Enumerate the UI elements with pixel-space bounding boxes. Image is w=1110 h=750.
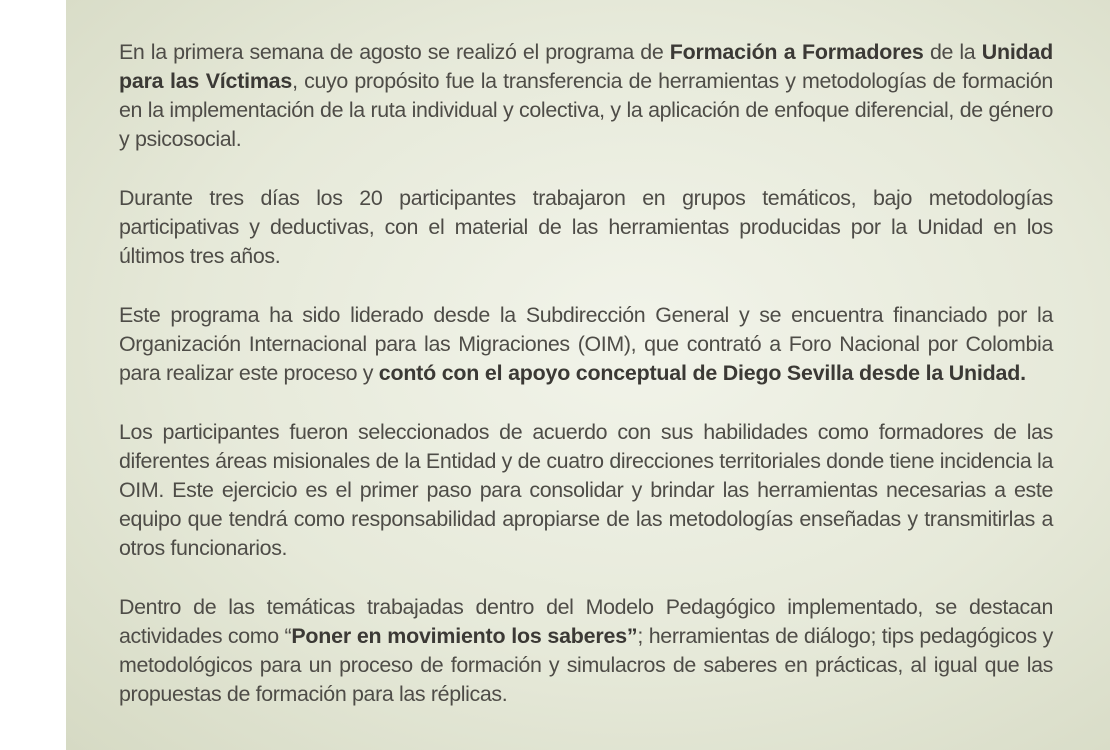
bold-text-run: Formación a Formadores: [669, 40, 924, 64]
paragraph-3: [119, 301, 1053, 388]
paragraph-5: [119, 593, 1053, 709]
text-run: En la primera semana de agosto se realizó el programa de: [119, 40, 670, 64]
paragraph-2: [119, 184, 1053, 271]
text-run: Durante tres días los 20 participantes trabajaron en grupos temáticos, bajo metodologías participativas y deductivas, con el material de las herramientas producidas por la Unidad en los últimos tres años.: [119, 186, 1053, 268]
text-run: , cuyo propósito fue la transferencia de herramientas y metodologías de formación en la implementación de la ruta individual y colectiva, y la aplicación de enfoque diferencial, de género y psicosocial.: [119, 69, 1053, 151]
paragraph-1: [119, 38, 1053, 154]
bold-text-run: Unidad para las Víctimas: [119, 40, 1053, 93]
text-run: Los participantes fueron seleccionados de acuerdo con sus habilidades como formadores de las diferentes áreas misionales de la Entidad y de cuatro direcciones territoriales donde tiene incidencia la OIM. Este ejercicio es el primer paso para consolidar y brindar las herramientas necesarias a este equipo que tendrá como responsabilidad apropiarse de las metodologías enseñadas y transmitirlas a otros funcionarios.: [119, 420, 1053, 560]
text-run: ; herramientas de diálogo; tips pedagógicos y metodológicos para un proceso de formación y simulacros de saberes en prácticas, al igual que las propuestas de formación para las réplicas.: [119, 624, 1053, 706]
content-panel: [66, 0, 1110, 750]
article-body: [119, 38, 1053, 739]
text-run: Dentro de las temáticas trabajadas dentro del Modelo Pedagógico implementado, se destacan actividades como “: [119, 595, 1053, 648]
text-run: de la: [923, 40, 982, 64]
bold-text-run: Poner en movimiento los saberes”: [291, 624, 638, 648]
bold-text-run: contó con el apoyo conceptual de Diego Sevilla desde la Unidad.: [378, 361, 1026, 385]
text-run: Este programa ha sido liderado desde la Subdirección General y se encuentra financiado por la Organización Internacional para las Migraciones (OIM), que contrató a Foro Nacional por Colombia para realizar este proceso y: [119, 303, 1053, 385]
paragraph-4: [119, 418, 1053, 563]
